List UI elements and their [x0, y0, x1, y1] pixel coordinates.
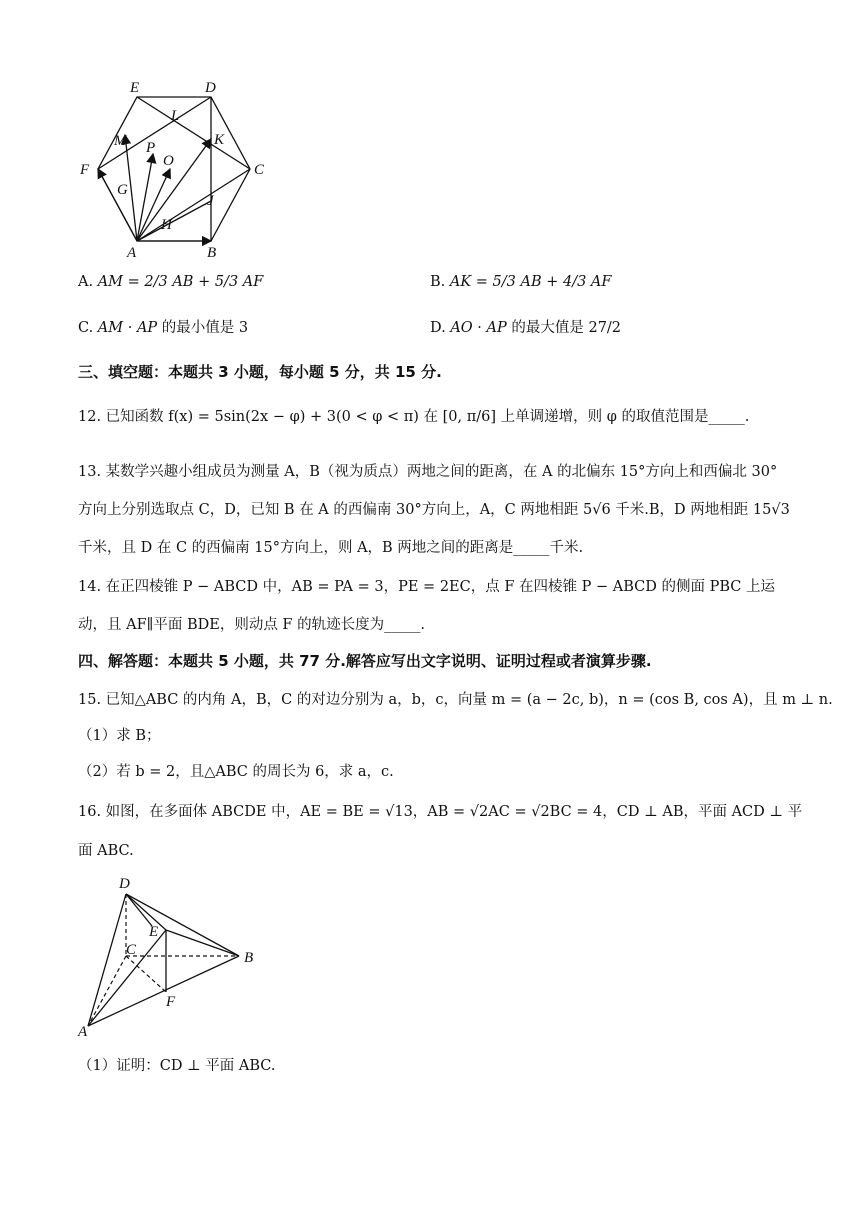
option-b-expr: AK = 5/3 AB + 4/3 AF — [449, 274, 612, 290]
q12-text-before: 12. 已知函数 f(x) = 5sin(2x − φ) + 3(0 < φ < π) 在 [0, π/6] — [78, 409, 497, 425]
label-e: E — [130, 80, 140, 96]
q15-part1: （1）求 B； — [78, 728, 161, 744]
hexagon-figure — [70, 76, 280, 262]
label-f: F — [80, 162, 90, 178]
q12-text-after: 上单调递增，则 φ 的取值范围是_____. — [500, 409, 750, 425]
poly-label-d: D — [119, 876, 130, 892]
vector-af — [98, 169, 137, 241]
option-d-expr: AO · AP — [450, 320, 507, 336]
q13-line2: 方向上分别选取点 C，D，已知 B 在 A 的西偏南 30°方向上，A，C 两地相距 5√6 千米.B，D 两地相距 15√3 — [78, 502, 790, 518]
option-a — [78, 272, 263, 292]
option-c-expr: AM · AP — [97, 320, 158, 336]
q15-line1: 15. 已知△ABC 的内角 A，B，C 的对边分别为 a，b，c，向量 m = (a − 2c, b)，n = (cos B, cos A)，且 m ⊥ n. — [78, 692, 833, 708]
option-a-expr: AM = 2/3 AB + 5/3 AF — [97, 274, 264, 290]
label-g: G — [117, 182, 128, 198]
label-m: M — [114, 133, 127, 149]
label-l: L — [171, 108, 180, 124]
option-d-prefix: D. — [430, 320, 446, 336]
label-p: P — [146, 140, 156, 156]
section3-heading: 三、填空题：本题共 3 小题，每小题 5 分，共 15 分. — [78, 363, 442, 381]
label-b: B — [207, 245, 217, 261]
q15-part2: （2）若 b = 2，且△ABC 的周长为 6，求 a，c. — [78, 764, 394, 780]
line-aj — [137, 201, 211, 241]
section4-heading: 四、解答题：本题共 5 小题，共 77 分.解答应写出文字说明、证明过程或者演算步骤. — [78, 652, 652, 670]
label-a: A — [127, 245, 137, 261]
q16-line2: 面 ABC. — [78, 843, 134, 859]
polyhedron-figure — [74, 874, 274, 1040]
option-c — [78, 318, 248, 338]
option-b — [430, 272, 611, 292]
label-k: K — [214, 132, 225, 148]
option-d-text: 的最大值是 27/2 — [511, 320, 622, 336]
poly-label-c: C — [126, 942, 137, 958]
poly-label-e: E — [149, 924, 159, 940]
question-12 — [78, 407, 749, 427]
label-d: D — [205, 80, 216, 96]
label-j: J — [207, 193, 214, 209]
poly-label-a: A — [78, 1024, 88, 1040]
q14-line1: 14. 在正四棱锥 P − ABCD 中，AB = PA = 3，PE = 2EC，点 F 在四棱锥 P − ABCD 的侧面 PBC 上运 — [78, 579, 775, 595]
option-b-prefix: B. — [430, 274, 446, 290]
poly-label-f: F — [166, 994, 176, 1010]
q16-line1: 16. 如图，在多面体 ABCDE 中，AE = BE = √13，AB = √2AC = √2BC = 4，CD ⊥ AB，平面 ACD ⊥ 平 — [78, 804, 803, 820]
q14-line2: 动，且 AF∥平面 BDE，则动点 F 的轨迹长度为_____. — [78, 617, 425, 633]
label-o: O — [163, 153, 174, 169]
option-c-text: 的最小值是 3 — [161, 320, 249, 336]
q16-part1: （1）证明：CD ⊥ 平面 ABC. — [78, 1058, 276, 1074]
option-a-prefix: A. — [78, 274, 94, 290]
option-c-prefix: C. — [78, 320, 94, 336]
option-d — [430, 318, 621, 338]
vector-ap — [137, 154, 153, 241]
poly-label-b: B — [244, 950, 254, 966]
label-c: C — [254, 162, 265, 178]
label-h: H — [161, 217, 172, 233]
q13-line3: 千米，且 D 在 C 的西偏南 15°方向上，则 A，B 两地之间的距离是_____千米. — [78, 540, 584, 556]
q13-line1: 13. 某数学兴趣小组成员为测量 A，B（视为质点）两地之间的距离，在 A 的北偏东 15°方向上和西偏北 30° — [78, 464, 778, 480]
